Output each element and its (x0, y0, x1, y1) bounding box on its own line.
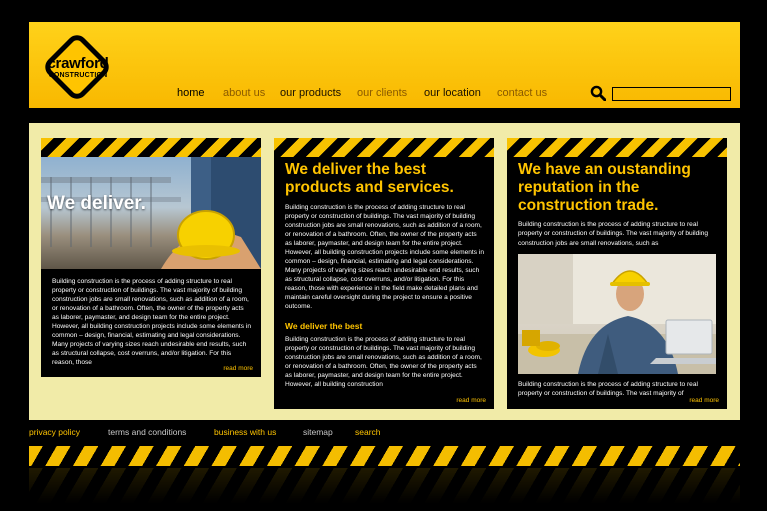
card-subtitle: We deliver the best (285, 321, 363, 331)
brand-name: crawford (47, 55, 109, 72)
read-more-link[interactable]: read more (456, 397, 486, 404)
card-title: We deliver the best products and services. (285, 161, 454, 196)
bottom-hazard-stripes (29, 446, 740, 466)
content-panel (29, 123, 740, 420)
card-photo-title: We deliver. (47, 193, 146, 214)
hazard-stripes (274, 138, 494, 157)
nav-about-us[interactable]: about us (223, 87, 266, 99)
nav-our-location[interactable]: our location (424, 87, 481, 99)
footer-search[interactable]: search (355, 427, 381, 437)
bottom-stripes-reflection (29, 468, 740, 504)
card-text-secondary: Building construction is the process of adding structure to real property or construction of buildings. The vast majority of (518, 380, 698, 397)
worker-helmet-photo (41, 157, 261, 269)
hazard-stripes (41, 138, 261, 157)
card-text: Building construction is the process of adding structure to real property or construction of buildings. The vast majority of building construction jobs are small renovations, such as addition of a room, or renovation of a bathroom. Often, the owner of the property acts as laborer, paymaster, and design team for the entire project. However, all building construction projects include some elements in common – design, financial, estimating and legal considerations. Many projects of varying sizes reach undesirable end results, such as structural collapse, cost overruns, and/or litigation. For this reason, those (52, 278, 252, 367)
brand-subname: CONSTRUCTION (48, 72, 108, 79)
search-input[interactable] (612, 87, 731, 101)
footer-privacy-policy[interactable]: privacy policy (29, 427, 81, 437)
footer-terms-and-conditions[interactable]: terms and conditions (108, 427, 187, 437)
nav-our-clients[interactable]: our clients (357, 87, 408, 99)
hazard-stripes (507, 138, 727, 157)
nav-home[interactable]: home (177, 87, 205, 99)
nav-our-products[interactable]: our products (280, 87, 342, 99)
card-best-products (274, 138, 494, 409)
search-icon[interactable] (590, 85, 606, 101)
card-text: Building construction is the process of adding structure to real property or construction of buildings. The vast majority of building construction jobs are small renovations, such as addition of a room, or renovation of a bathroom. Often, the owner of the property acts as laborer, paymaster, and design team for the entire project. However, all building construction projects include some elements in common – design, financial, estimating and legal considerations. Many projects of varying sizes reach undesirable end results, such as structural collapse, cost overruns, and/or litigation. For this reason, those with experience in the field make detailed plans and maintain careful oversight during the project to ensure a positive outcome. (285, 203, 485, 310)
footer-sitemap[interactable]: sitemap (303, 427, 333, 437)
read-more-link[interactable]: read more (223, 365, 253, 372)
read-more-link[interactable]: read more (689, 397, 719, 404)
engineer-laptop-photo (518, 254, 716, 374)
card-title: We have an oustanding reputation in the construction trade. (518, 161, 691, 214)
card-reputation (507, 138, 727, 409)
nav-contact-us[interactable]: contact us (497, 87, 548, 99)
engineer-scene-icon (518, 254, 716, 374)
card-text: Building construction is the process of adding structure to real property or construction of buildings. The vast majority of building construction jobs are small renovations, such as (518, 221, 709, 247)
footer-business-with-us[interactable]: business with us (214, 427, 277, 437)
card-we-deliver (41, 138, 261, 377)
card-text-secondary: Building construction is the process of adding structure to real property or construction of buildings. The vast majority of building construction jobs are small renovations, such as addition of a room, or renovation of a bathroom. Often, the owner of the property acts as laborer, paymaster, and design team for the entire project. However, all building construction (285, 336, 482, 389)
logo-text (43, 56, 113, 79)
site-header (29, 22, 740, 108)
